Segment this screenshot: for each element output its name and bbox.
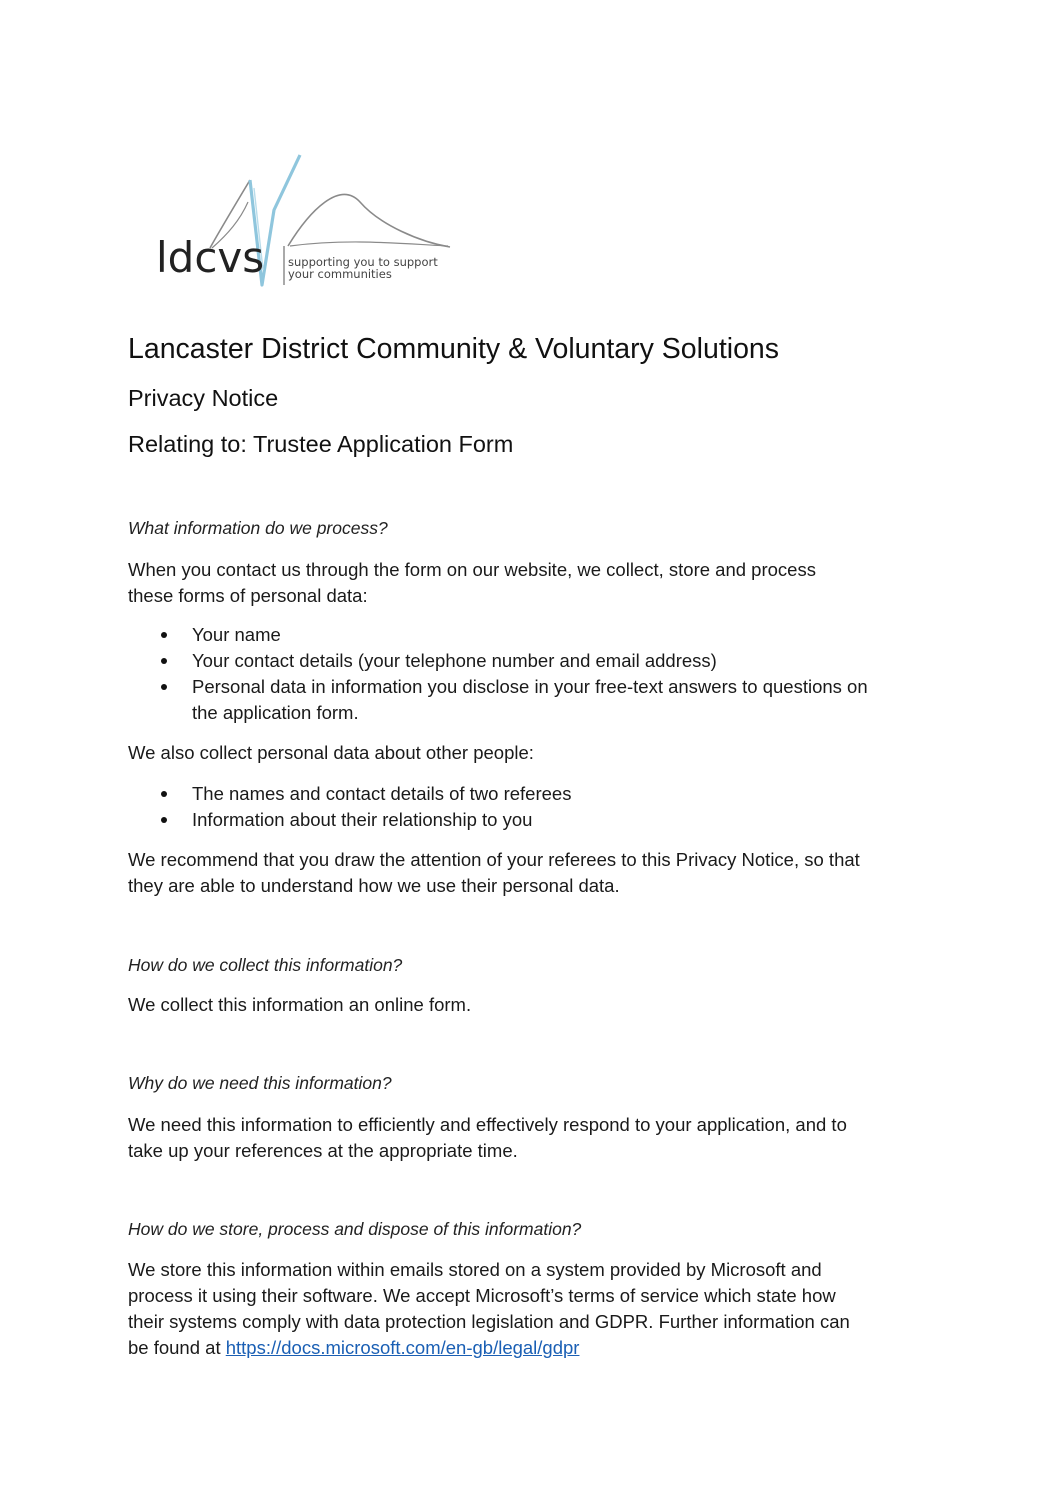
list-item — [128, 781, 928, 807]
list-item-text: Your contact details (your telephone number and email address) — [192, 650, 717, 671]
list-item-text: Information about their relationship to you — [192, 809, 533, 830]
logo-tagline-line1: supporting you to support — [288, 255, 438, 269]
document-title: Lancaster District Community & Voluntary Solutions — [128, 333, 780, 365]
paragraph-line: We store this information within emails stored on a system provided by Microsoft and — [128, 1259, 822, 1280]
paragraph-how-store — [128, 1257, 928, 1361]
document-subtitle: Privacy Notice — [128, 385, 279, 411]
personal-data-list — [128, 622, 928, 726]
bullet-icon — [161, 791, 167, 797]
bullet-icon — [161, 658, 167, 664]
paragraph-line: When you contact us through the form on our website, we collect, store and process — [128, 559, 816, 580]
bullet-icon — [161, 684, 167, 690]
question-how-collect: How do we collect this information? — [128, 955, 403, 975]
question-why-needed: Why do we need this information? — [128, 1073, 392, 1093]
question-how-store: How do we store, process and dispose of this information? — [128, 1219, 582, 1239]
bullet-icon — [161, 817, 167, 823]
logo-tagline-line2: your communities — [288, 267, 392, 281]
paragraph-line: take up your references at the appropriate time. — [128, 1140, 518, 1161]
list-item — [128, 807, 928, 833]
paragraph-how-collect — [128, 992, 928, 1018]
logo-tagline — [288, 256, 448, 280]
question-what-information: What information do we process? — [128, 518, 388, 538]
ldcvs-logo — [150, 150, 460, 290]
paragraph-line: We collect this information an online form. — [128, 994, 472, 1015]
paragraph-line: their systems comply with data protection legislation and GDPR. Further information can — [128, 1311, 850, 1332]
paragraph-line-with-link — [128, 1335, 928, 1361]
list-item — [128, 648, 928, 674]
paragraph-others-intro — [128, 740, 928, 766]
gdpr-link[interactable]: https://docs.microsoft.com/en-gb/legal/gdpr — [225, 1337, 580, 1358]
paragraph-line: they are able to understand how we use their personal data. — [128, 875, 620, 896]
list-item-text: Personal data in information you disclose in your free-text answers to questions on — [192, 676, 868, 697]
list-item — [128, 622, 928, 648]
list-item-text: The names and contact details of two referees — [192, 783, 572, 804]
paragraph-line: process it using their software. We accept Microsoft’s terms of service which state how — [128, 1285, 836, 1306]
paragraph-line: We also collect personal data about other people: — [128, 742, 534, 763]
list-item — [128, 674, 928, 726]
paragraph-line: these forms of personal data: — [128, 585, 368, 606]
paragraph-recommend — [128, 847, 928, 899]
paragraph-line: We need this information to efficiently and effectively respond to your application, and to — [128, 1114, 847, 1135]
paragraph-why-needed — [128, 1112, 928, 1164]
bullet-icon — [161, 632, 167, 638]
paragraph-what-intro — [128, 557, 928, 609]
list-item-text: Your name — [192, 624, 281, 645]
referees-data-list — [128, 781, 928, 833]
logo-wordmark: ldcvs — [156, 233, 265, 282]
paragraph-line: We recommend that you draw the attention of your referees to this Privacy Notice, so that — [128, 849, 860, 870]
link-prefix: be found at — [128, 1337, 226, 1358]
list-item-text-continued: the application form. — [192, 702, 359, 723]
relating-to-heading: Relating to: Trustee Application Form — [128, 431, 514, 457]
